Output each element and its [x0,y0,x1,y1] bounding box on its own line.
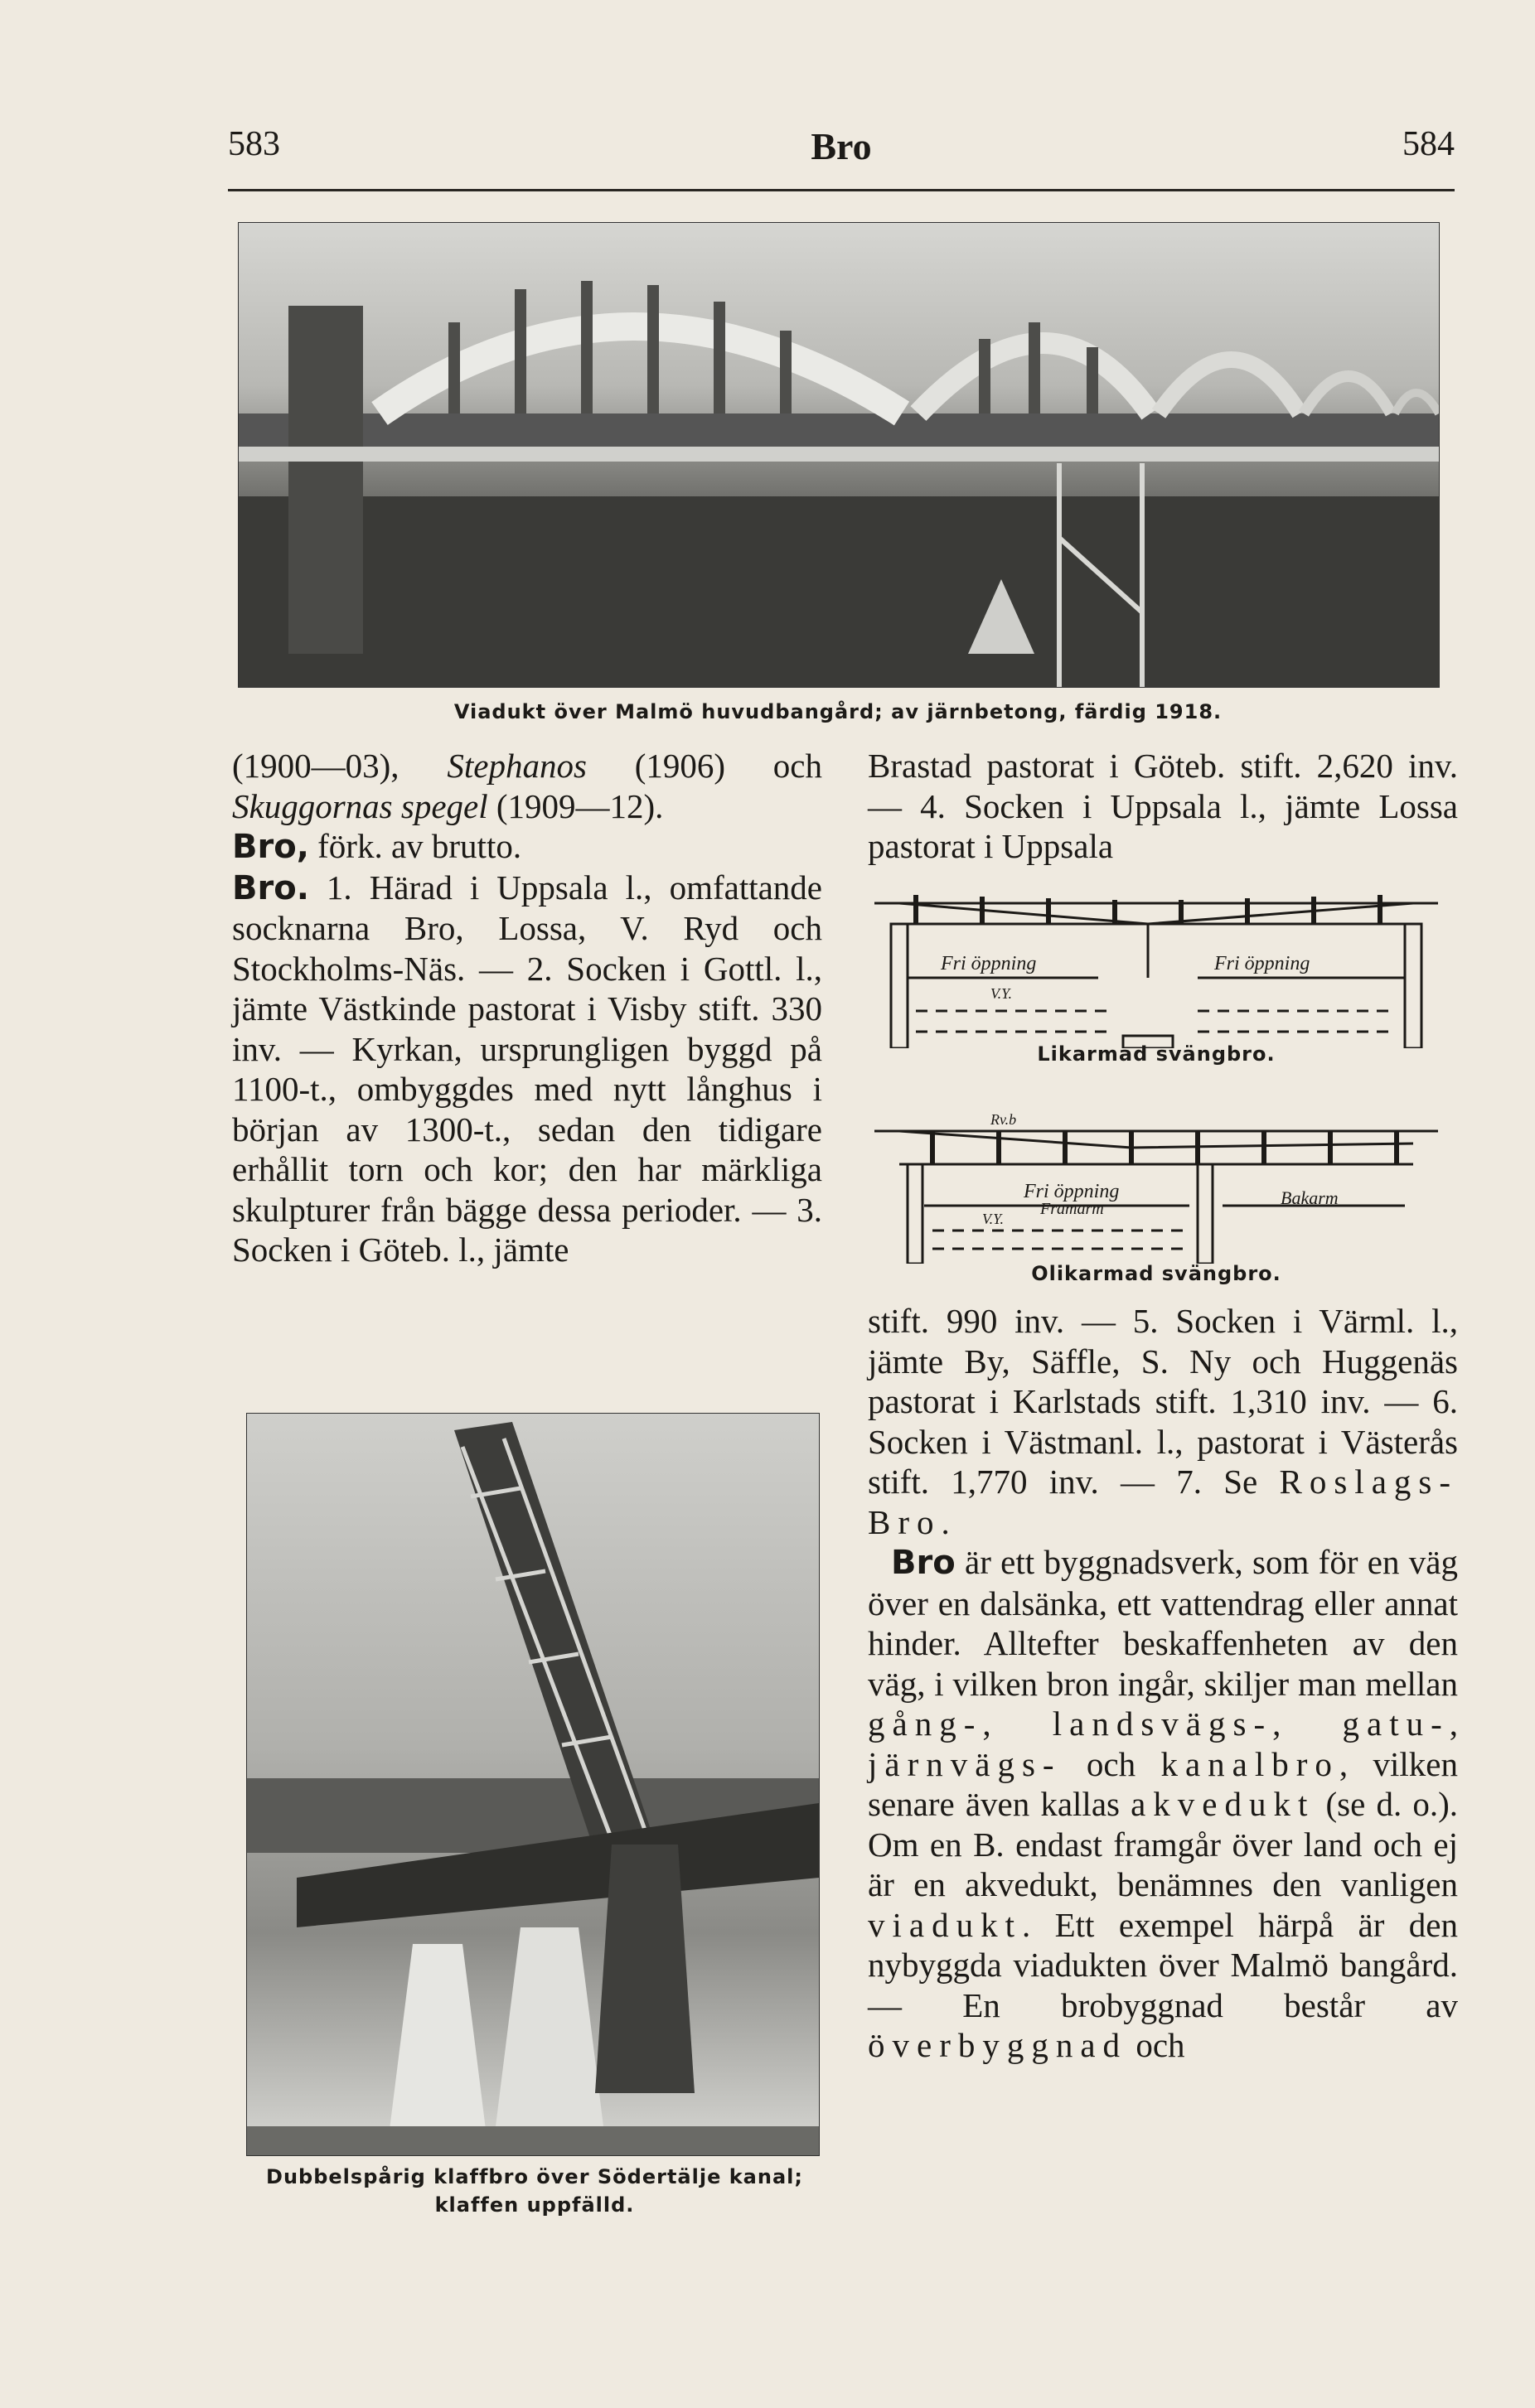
diagram1-caption: Likarmad svängbro. [1037,1042,1276,1066]
unequal-arm-swing-bridge-diagram [866,1106,1446,1264]
diagram1-label-water-level: V.Y. [990,985,1013,1002]
bascule-bridge-caption: Dubbelspårig klaffbro över Södertälje kanal; klaffen uppfälld. [266,2165,803,2217]
diagram2-label-opening: Fri öppning [1024,1181,1120,1202]
viaduct-caption: Viadukt över Malmö huvudbangård; av järnbetong, färdig 1918. [453,700,1223,723]
paragraph-continuation: (1900—03), Stephanos (1906) och Skuggornas spegel (1909—12). [232,747,822,825]
diagram2-label-top: Rv.b [990,1111,1017,1128]
diagram2-label-water-level: V.Y. [982,1211,1005,1227]
page-header [228,124,1455,182]
paragraph-continuation-right: Brastad pastorat i Göteb. stift. 2,620 inv. — 4. Socken i Uppsala l., jämte Lossa pastorat i Uppsala [868,747,1458,865]
diagram1-label-opening-left: Fri öppning [941,953,1037,974]
diagram2-label-back-arm: Bakarm [1281,1187,1339,1208]
entry-bro-abbrev: Bro, förk. av brutto. [232,827,522,866]
diagram2-caption: Olikarmad svängbro. [1031,1262,1281,1285]
equal-arm-swing-bridge-diagram [866,887,1446,1048]
page-number-right: 584 [1402,125,1455,163]
diagram2-label-front-arm: Framarm [1040,1200,1104,1218]
bascule-bridge-photo [246,1413,820,2156]
running-head: Bro [811,125,872,167]
right-column-bottom [868,1301,1458,2066]
paragraph-parishes: stift. 990 inv. — 5. Socken i Värml. l., jämte By, Säffle, S. Ny och Huggenäs pastorat i Karlstads stift. 1,310 inv. — 6. Socken i Västmanl. l., pastorat i Västerås stift. 1,770 inv. — 7. Se Roslags-Bro. [868,1302,1458,1541]
entry-bro-structure: Bro är ett byggnadsverk, som för en väg över en dalsänka, ett vattendrag eller annat hinder. Alltefter beskaffenheten av den väg, i vilken bron ingår, skiljer man mellan gång-, landsvägs-, gatu-, järnvägs- och kanalbro, vilken senare även kallas akvedukt (se d. o.). Om en B. endast framgår över land och ej är en akvedukt, benämnes den vanligen viadukt. Ett exempel härpå är den nybyggda viadukten över Malmö bangård. — En brobyggnad består av överbyggnad och [868,1543,1459,2064]
page-number-left: 583 [228,125,280,163]
viaduct-photo [238,222,1440,688]
entry-bro-place: Bro. 1. Härad i Uppsala l., omfattande socknarna Bro, Lossa, V. Ryd och Stockholms-Näs. — 2. Socken i Gottl. l., jämte Västkinde pastorat i Visby stift. 330 inv. — Kyrkan, ursprungligen byggd på 1100-t., ombyggdes med nytt långhus i början av 1300-t., sedan den tidigare erhållit torn och kor; den har märkliga skulpturer från bägge dessa perioder. — 3. Socken i Göteb. l., jämte [232,868,822,1269]
header-rule [228,189,1455,191]
left-column [232,746,822,1270]
right-column-top [868,746,1458,867]
diagram1-label-opening-right: Fri öppning [1214,953,1310,974]
